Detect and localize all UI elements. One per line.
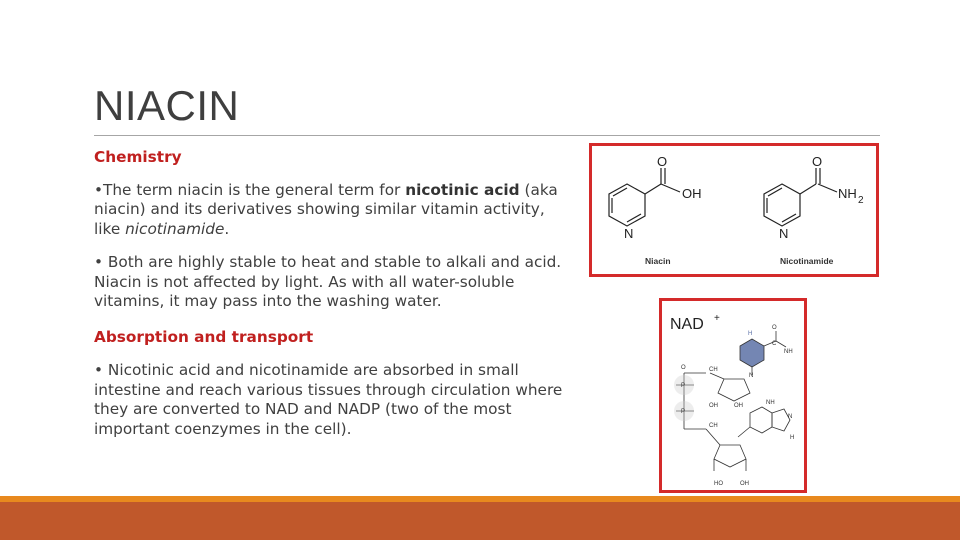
nad-ho: HO: [714, 481, 723, 487]
nicotinamide-ring: [764, 184, 800, 226]
paragraph-stability: • Both are highly stable to heat and stable to alkali and acid. Niacin is not affected by light. As with all water-soluble vitamins, it may pass into the washing water.: [94, 253, 562, 310]
nad-ring-n: N: [749, 373, 754, 379]
niacin-ring: [609, 184, 645, 226]
nad-adenine-n: N: [788, 414, 793, 420]
nicotinamide-amine: NH: [838, 186, 857, 201]
nad-o-1: O: [681, 365, 686, 371]
nad-adenine-h: H: [790, 435, 795, 441]
nad-p-1: P: [681, 383, 686, 389]
nad-amide-nh2: NH: [784, 349, 793, 355]
nad-oh-2: OH: [734, 403, 743, 409]
title-divider: [94, 135, 880, 136]
nad-oh-1: OH: [709, 403, 718, 409]
nicotinamide-label: Nicotinamide: [780, 256, 834, 266]
niacin-label: Niacin: [645, 256, 671, 266]
nad-title-charge: +: [714, 313, 720, 324]
slide-title: NIACIN: [94, 82, 240, 129]
nicotinamide-amine-subscript: 2: [858, 195, 864, 206]
niacin-oxygen: O: [657, 154, 668, 169]
niacin-nitrogen: N: [624, 226, 634, 241]
niacin-structures-diagram: [592, 146, 876, 274]
paragraph-absorption: • Nicotinic acid and nicotinamide are absorbed in small intestine and reach various tissues through circulation where they are converted to NAD and NADP (two of the most important coenzymes in the cell).: [94, 361, 563, 438]
p1-bold-term: nicotinic acid: [405, 180, 520, 199]
p1-text-c: .: [224, 219, 230, 238]
section-heading-absorption: Absorption and transport: [94, 327, 314, 346]
body-text-column: [94, 148, 564, 439]
nad-adenine-nh2: NH: [766, 400, 775, 406]
footer-bar: [0, 502, 960, 540]
nad-amide-o: O: [772, 325, 777, 331]
p1-text-b: (aka niacin) and its derivatives showing similar vitamin activity, like: [94, 180, 558, 238]
nad-structure-diagram: [662, 301, 804, 490]
niacin-structures-figure: [589, 143, 879, 277]
nad-structure-figure: [659, 298, 807, 493]
section-heading-chemistry: Chemistry: [94, 148, 182, 166]
p1-text-a: •The term niacin is the general term for: [94, 180, 406, 199]
paragraph-niacin-definition: [94, 181, 564, 240]
nad-h-top: H: [748, 331, 753, 337]
nad-oh-3: OH: [740, 481, 749, 487]
nad-ch2-lower: CH: [709, 423, 718, 429]
p1-italic-term: nicotinamide: [125, 219, 225, 238]
nad-ch2-upper: CH: [709, 367, 718, 373]
nad-nicotinamide-ring-highlight: [740, 339, 764, 367]
nicotinamide-nitrogen: N: [779, 226, 789, 241]
nad-amide-c: C: [772, 341, 777, 347]
nad-title: NAD: [670, 316, 704, 333]
nad-p-2: P: [681, 409, 686, 415]
nicotinamide-oxygen: O: [812, 154, 823, 169]
niacin-hydroxyl: OH: [682, 186, 702, 201]
